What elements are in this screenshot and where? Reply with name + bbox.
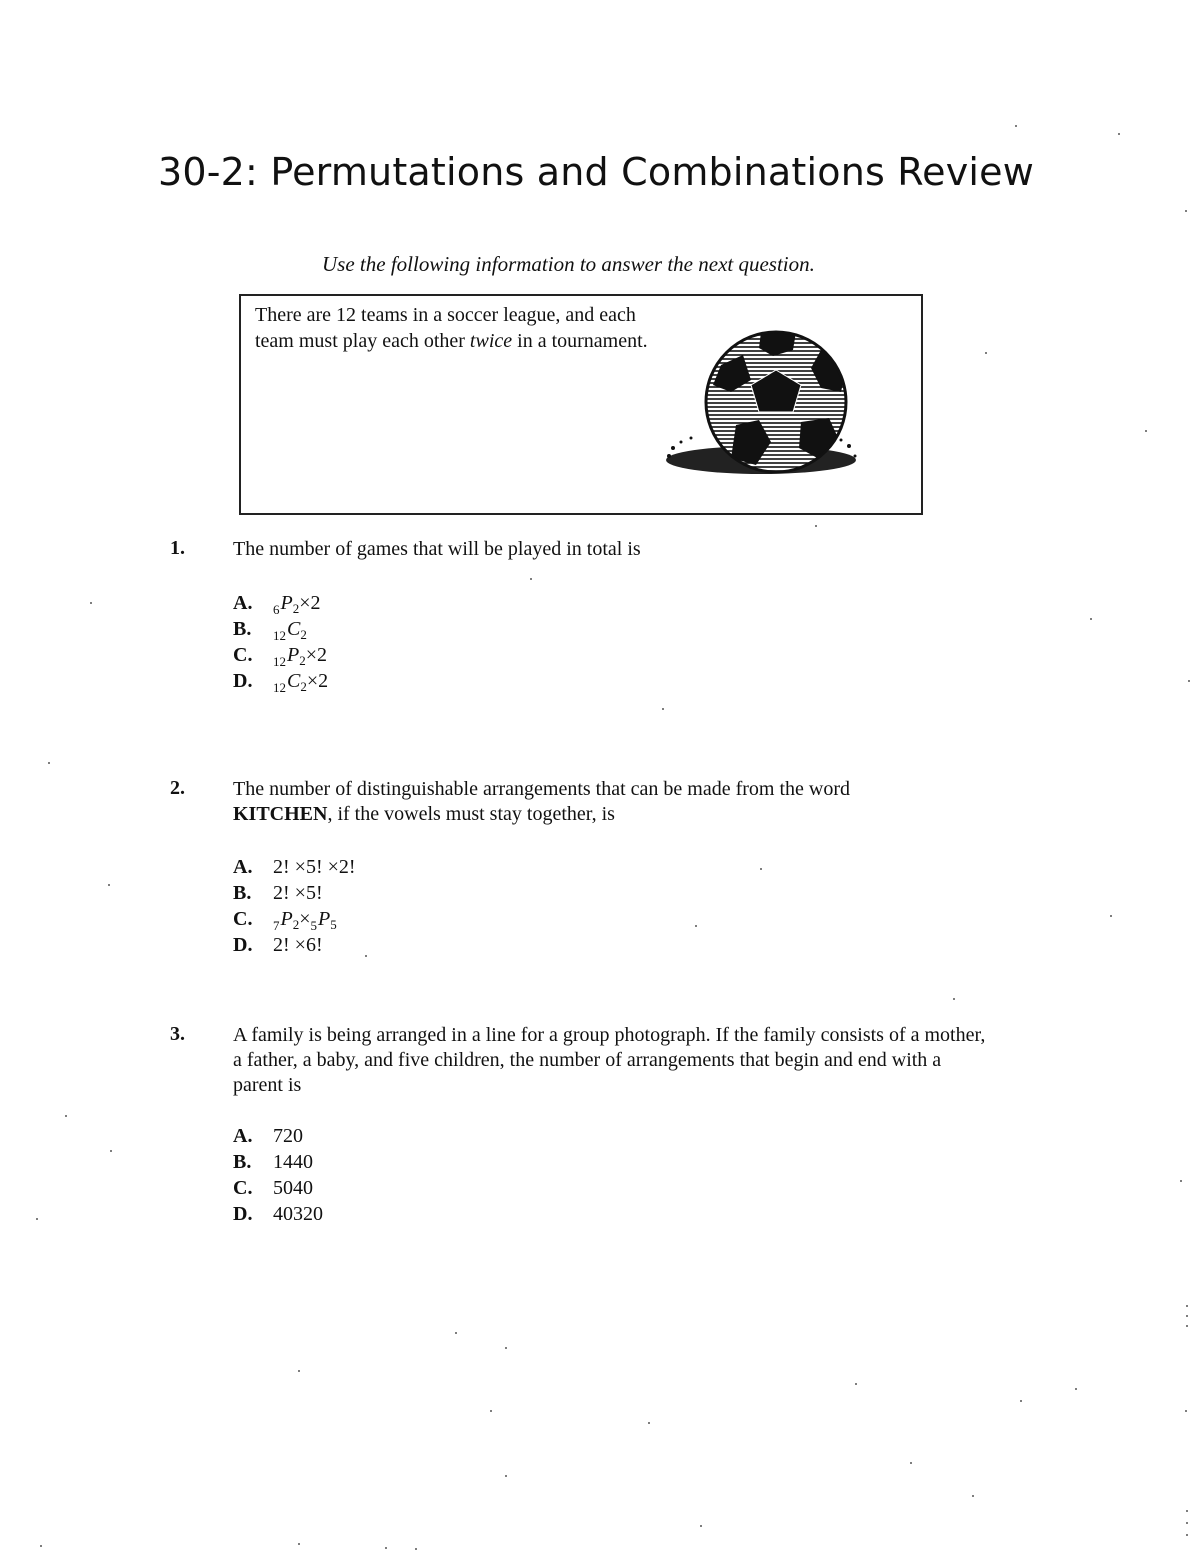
option-letter: B. [233, 618, 252, 640]
option-letter: D. [233, 934, 253, 956]
option-value: $_6P_2\times 2$ [273, 592, 321, 617]
info-text: There are 12 teams in a soccer league, and each team must play each other twice in a tournament. [255, 304, 648, 352]
options-list [233, 1123, 323, 1227]
option-letter: A. [233, 592, 253, 614]
option-letter: A. [233, 1125, 253, 1147]
option [233, 932, 356, 958]
option [233, 668, 328, 694]
option-value: $_{12}C_2$ [273, 618, 307, 643]
option-value: 2! ×6! [273, 934, 323, 956]
option-value: 5040 [273, 1177, 313, 1199]
option-letter: B. [233, 1151, 252, 1173]
option [233, 880, 356, 906]
option-value: 720 [273, 1125, 303, 1147]
option [233, 906, 356, 932]
option-letter: C. [233, 1177, 253, 1199]
option-letter: C. [233, 644, 253, 666]
option-value: 2! ×5! [273, 882, 323, 904]
option-value: $_{12}C_2\times 2$ [273, 670, 329, 695]
option-value: $_7P_2\times_5P_5$ [273, 908, 337, 933]
question-number: 3. [170, 1023, 185, 1045]
question-number: 2. [170, 777, 185, 799]
soccer-ball-icon [661, 330, 861, 480]
option [233, 1149, 323, 1175]
options-list [233, 854, 356, 958]
question-text: A family is being arranged in a line for a group photograph. If the family consists of a mother, a father, a baby, and five children, the number of arrangements that begin and end with a parent is [233, 1024, 986, 1096]
option-letter: B. [233, 882, 252, 904]
instruction-text: Use the following information to answer the next question. [322, 252, 815, 276]
option [233, 854, 356, 880]
page-title: 30-2: Permutations and Combinations Review [158, 150, 1035, 194]
question-number: 1. [170, 537, 185, 559]
options-list [233, 590, 328, 694]
option [233, 1201, 323, 1227]
option-value: $_{12}P_2\times 2$ [273, 644, 327, 669]
option [233, 642, 328, 668]
option [233, 1123, 323, 1149]
option [233, 1175, 323, 1201]
option-letter: C. [233, 908, 253, 930]
option [233, 590, 328, 616]
info-box [239, 294, 923, 515]
option-letter: D. [233, 670, 253, 692]
option-value: 1440 [273, 1151, 313, 1173]
question-text: The number of distinguishable arrangements that can be made from the word KITCHEN, if the vowels must stay together, is [233, 778, 851, 825]
option-letter: A. [233, 856, 253, 878]
option-value: 2! ×5! ×2! [273, 856, 356, 878]
question-text: The number of games that will be played in total is [233, 538, 641, 560]
option-value: 40320 [273, 1203, 323, 1225]
option-letter: D. [233, 1203, 253, 1225]
